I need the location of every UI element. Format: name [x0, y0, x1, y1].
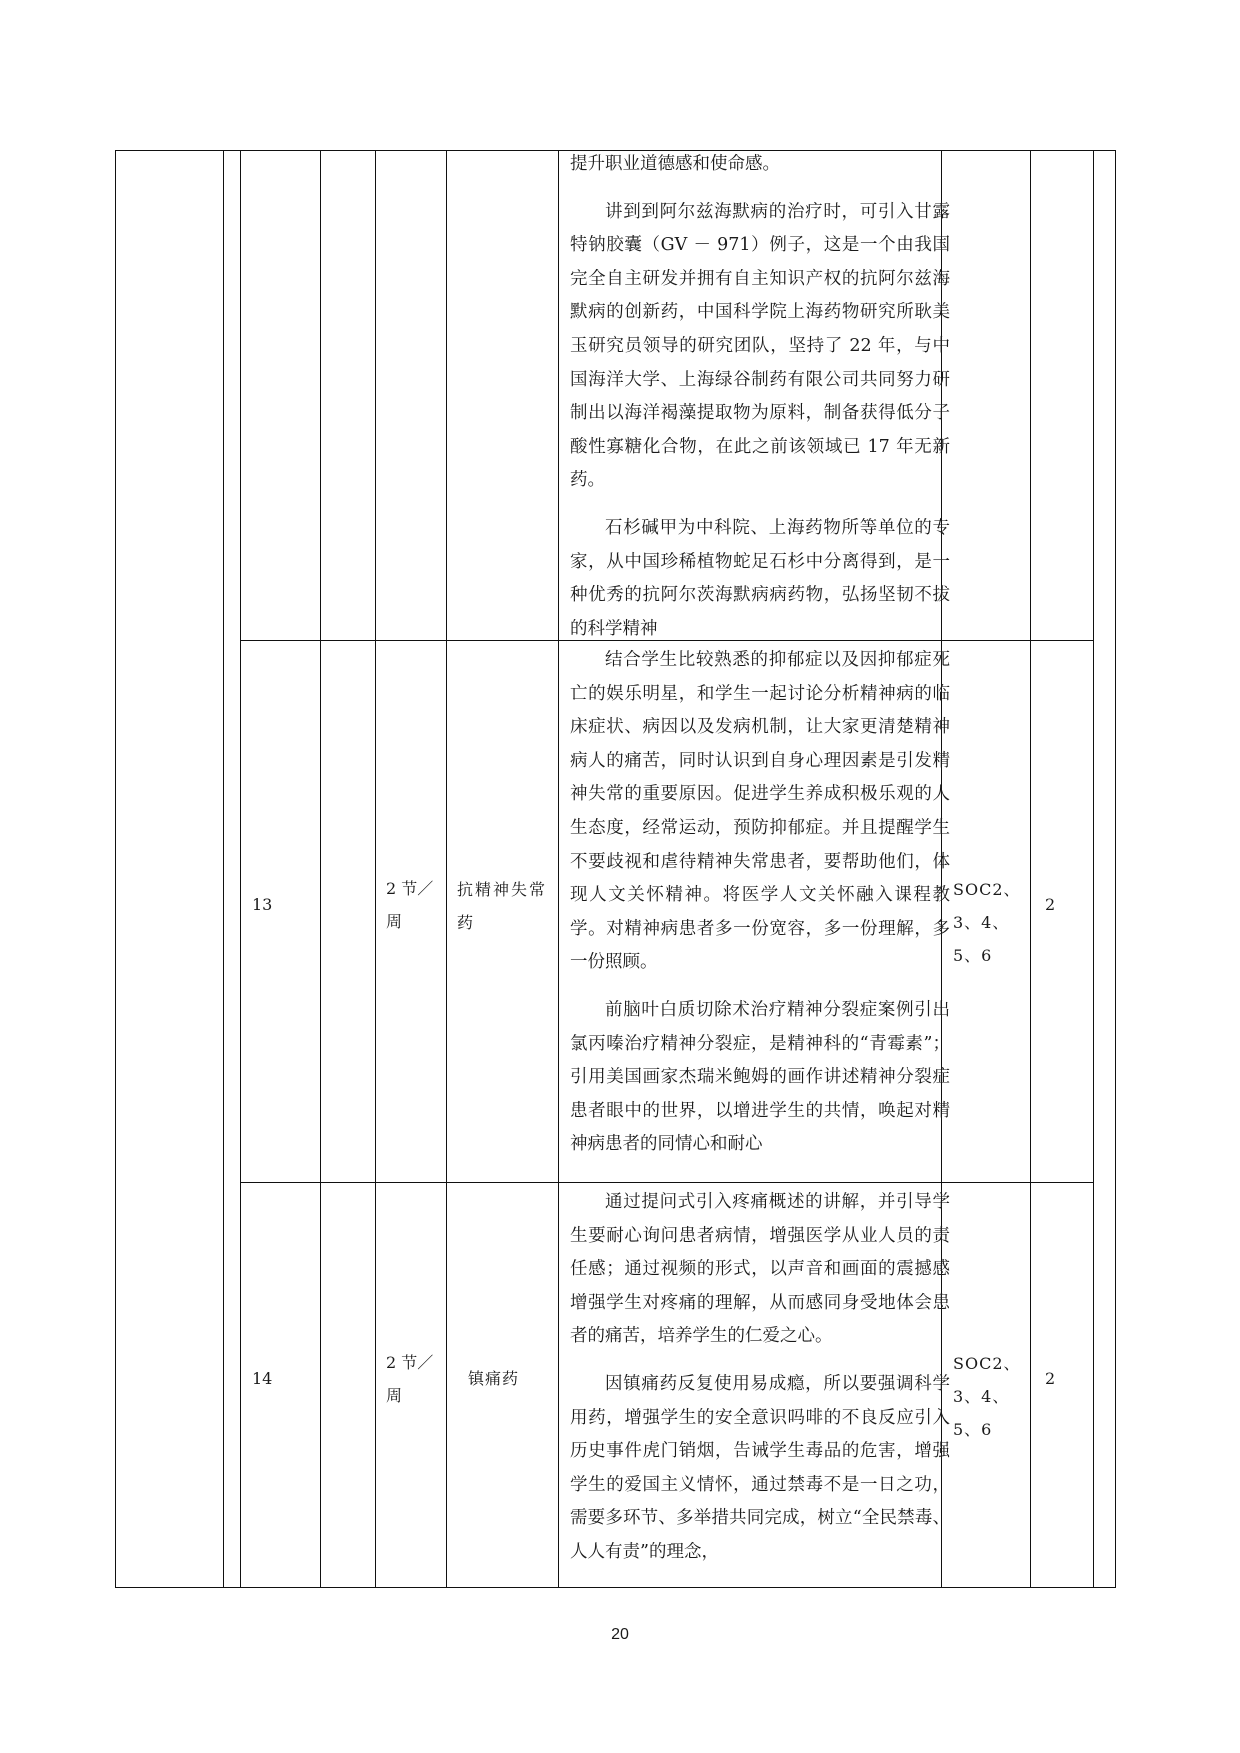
soc-cell: SOC2、3、4、5、6 [953, 880, 1021, 965]
column-divider [446, 150, 447, 1588]
column-divider [558, 150, 559, 1588]
hours-cell: 2 节／周 [386, 1353, 434, 1405]
page-number: 20 [611, 1626, 629, 1643]
teaching-content-cell [570, 1186, 950, 1570]
column-divider [240, 150, 241, 1588]
topic-cell: 镇痛药 [468, 1369, 520, 1388]
content-paragraph: 提升职业道德感和使命感。 [570, 154, 780, 174]
column-divider [320, 150, 321, 1588]
soc-cell: SOC2、3、4、5、6 [953, 1354, 1021, 1439]
content-paragraph: 通过提问式引入疼痛概述的讲解，并引导学生要耐心询问患者病情，增强医学从业人员的责任感；通过视频的形式，以声音和画面的震撼感增强学生对疼痛的理解，从而感同身受地体会患者的痛苦，培养学生的仁爱之心。 [570, 1192, 950, 1347]
table-border-right [1115, 150, 1116, 1588]
score-cell: 2 [1045, 1369, 1056, 1388]
teaching-content-cell [570, 148, 950, 646]
content-paragraph: 讲到到阿尔兹海默病的治疗时，可引入甘露特钠胶囊（GV － 971）例子，这是一个由我国完全自主研发并拥有自主知识产权的抗阿尔兹海默病的创新药，中国科学院上海药物研究所耿美玉研究员领导的研究团队，坚持了 22 年，与中国海洋大学、上海绿谷制药有限公司共同努力研制出以海洋褐藻提取物为原料，制备获得低分子酸性寡糖化合物，在此之前该领域已 17 年无新药。 [570, 201, 950, 491]
table-border-left [115, 150, 116, 1588]
column-divider [223, 150, 224, 1588]
table-border-bottom [115, 1587, 1116, 1588]
column-divider [1093, 150, 1094, 1588]
week-cell: 13 [252, 895, 273, 914]
column-divider [1030, 150, 1031, 1588]
row-divider [240, 1182, 1094, 1183]
column-divider [375, 150, 376, 1588]
week-cell: 14 [252, 1369, 273, 1388]
content-paragraph: 前脑叶白质切除术治疗精神分裂症案例引出氯丙嗪治疗精神分裂症，是精神科的“青霉素”；引用美国画家杰瑞米鲍姆的画作讲述精神分裂症患者眼中的世界，以增进学生的共情，唤起对精神病患者的同情心和耐心 [570, 999, 950, 1155]
score-cell: 2 [1045, 895, 1056, 914]
teaching-content-cell [570, 644, 950, 1162]
topic-cell: 抗精神失常药 [457, 880, 548, 932]
hours-cell: 2 节／周 [386, 879, 434, 931]
content-paragraph: 结合学生比较熟悉的抑郁症以及因抑郁症死亡的娱乐明星，和学生一起讨论分析精神病的临床症状、病因以及发病机制，让大家更清楚精神病人的痛苦，同时认识到自身心理因素是引发精神失常的重要原因。促进学生养成积极乐观的人生态度，经常运动，预防抑郁症。并且提醒学生不要歧视和虐待精神失常患者，要帮助他们，体现人文关怀精神。将医学人文关怀融入课程教学。对精神病患者多一份宽容，多一份理解，多一份照顾。 [570, 650, 950, 973]
content-paragraph: 石杉碱甲为中科院、上海药物所等单位的专家，从中国珍稀植物蛇足石杉中分离得到，是一种优秀的抗阿尔茨海默病病药物，弘扬坚韧不拔的科学精神 [570, 517, 950, 639]
content-paragraph: 因镇痛药反复使用易成瘾，所以要强调科学用药，增强学生的安全意识吗啡的不良反应引入历史事件虎门销烟，告诫学生毒品的危害，增强学生的爱国主义情怀，通过禁毒不是一日之功，需要多环节、多举措共同完成，树立“全民禁毒、人人有责”的理念， [570, 1373, 950, 1562]
